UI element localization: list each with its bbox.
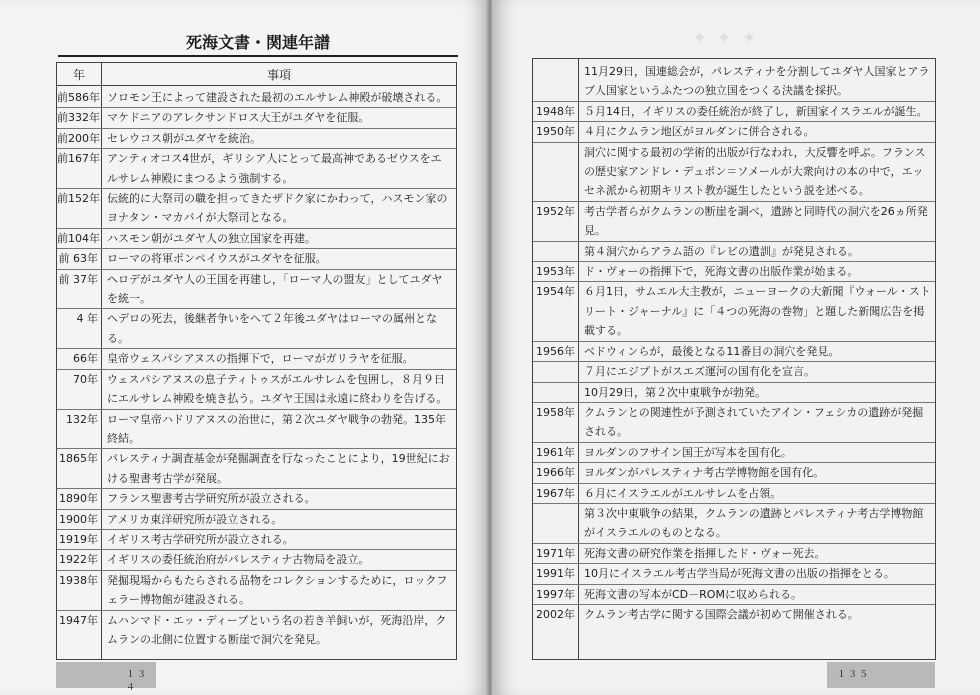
event-cell: ５月14日，イギリスの委任統治が終了し，新国家イスラエルが誕生。 (584, 104, 928, 118)
year-cell: 70年 (73, 372, 98, 386)
year-cell: 前104年 (57, 231, 100, 245)
table-row (57, 249, 456, 269)
header-year: 年 (72, 68, 85, 82)
year-cell: 前167年 (57, 152, 100, 166)
event-cell: ソロモン王によって建設された最初のエルサレム神殿が破壊される。 (107, 91, 448, 104)
event-cell: 11月29日，国連総会が，パレスティナを分割してユダヤ人国家とアラブ人国家というふたつの独立国をつくる決議を採択。 (584, 65, 930, 98)
chronology-table-left (56, 62, 457, 660)
table-row (57, 129, 456, 149)
table-row (533, 443, 935, 463)
event-cell: ヨルダンのフサイン国王が写本を国有化。 (584, 445, 792, 459)
table-row (533, 585, 935, 605)
year-cell: 1900年 (59, 512, 98, 526)
year-cell: 1956年 (536, 344, 575, 358)
year-cell: 1947年 (59, 613, 98, 627)
year-cell: 1865年 (59, 452, 98, 466)
year-cell: 前332年 (57, 111, 100, 125)
table-row (533, 143, 935, 202)
event-cell: イギリス考古学研究所が設立される。 (107, 532, 294, 546)
table-row (533, 605, 935, 624)
year-cell: 前 63年 (58, 252, 98, 266)
event-cell: ６月1日，サムエル大主教が，ニューヨークの大新聞『ウォール・ストリート・ジャーナル』に「４つの死海の巻物」と題した新聞広告を掲載する。 (584, 285, 931, 338)
year-cell: 1958年 (536, 405, 575, 419)
page-footer-bar (56, 662, 156, 693)
year-cell: 132年 (66, 412, 98, 426)
table-row (533, 504, 935, 544)
table-row (57, 108, 456, 128)
year-cell (533, 242, 578, 261)
table-row (533, 463, 935, 483)
table-row (57, 88, 456, 108)
year-cell: 1922年 (59, 553, 98, 567)
table-row (57, 449, 456, 489)
year-cell: 1997年 (536, 587, 575, 601)
event-cell: ローマの将軍ポンペイウスがユダヤを征服。 (107, 252, 327, 266)
event-cell: フランス聖書考古学研究所が設立される。 (107, 492, 316, 506)
table-row (533, 122, 935, 142)
event-cell: ヘロデがユダヤ人の王国を再建し，「ローマ人の盟友」としてユダヤを統一。 (107, 272, 443, 306)
event-cell: ７月にエジプトがスエズ運河の国有化を宣言。 (584, 365, 815, 379)
year-cell (533, 62, 578, 101)
table-row (57, 189, 456, 229)
event-cell: 皇帝ウェスパシアヌスの指揮下で，ローマがガリラヤを征服。 (107, 352, 414, 366)
event-cell: 死海文書の研究作業を指揮したド・ヴォー死去。 (584, 546, 826, 560)
event-cell: ４月にクムラン地区がヨルダンに併合される。 (584, 125, 815, 139)
left-page (0, 0, 488, 695)
event-cell: ウェスパシアヌスの息子ティトゥスがエルサレムを包囲し，８月９日にエルサレム神殿を焼き払う。ユダヤ王国は永遠に終わりを告げる。 (107, 372, 448, 406)
year-cell (533, 143, 578, 201)
event-cell: アンティオコス4世が，ギリシア人にとって最高神であるゼウスをエルサレム神殿にまつるよう強制する。 (107, 152, 442, 185)
table-row (533, 484, 935, 504)
table-row (533, 62, 935, 102)
page-number-left: １３４ (126, 670, 149, 693)
event-cell: 伝統的に大祭司の職を担ってきたザドク家にかわって，ハスモン家のヨナタン・マカバイが大祭司となる。 (107, 192, 448, 225)
table-row (533, 564, 935, 584)
year-cell (533, 383, 578, 402)
table-row (57, 571, 456, 611)
table-row (57, 309, 456, 349)
event-cell: クムラン考古学に関する国際会議が初めて開催される。 (584, 607, 859, 621)
table-row (533, 102, 935, 122)
year-cell: 1991年 (536, 567, 575, 581)
event-cell: セレウコス朝がユダヤを統治。 (107, 131, 261, 145)
year-cell: 前586年 (57, 91, 100, 104)
table-header (57, 63, 456, 86)
year-cell: 1971年 (536, 546, 575, 560)
event-cell: ヨルダンがパレスティナ考古学博物館を国有化。 (584, 466, 825, 480)
event-cell: 10月29日，第２次中東戦争が勃発。 (584, 385, 766, 399)
event-cell: マケドニアのアレクサンドロス大王がユダヤを征服。 (107, 111, 370, 125)
table-row (533, 544, 935, 564)
table-row (57, 349, 456, 369)
year-cell: 1890年 (59, 492, 98, 506)
table-row (57, 530, 456, 550)
event-cell: ベドウィンらが，最後となる11番目の洞穴を発見。 (584, 344, 840, 358)
year-cell: 1966年 (536, 466, 575, 480)
table-row (57, 149, 456, 189)
event-cell: ハスモン朝がユダヤ人の独立国家を再建。 (107, 231, 316, 245)
table-row (533, 403, 935, 443)
right-page (492, 0, 980, 695)
event-cell: ローマ皇帝ハドリアヌスの治世に，第２次ユダヤ戦争の勃発。135年終結。 (107, 412, 447, 445)
event-cell: アメリカ東洋研究所が設立される。 (107, 512, 283, 526)
event-cell: ムハンマド・エッ・ディーブという名の若き羊飼いが，死海沿岸，クムランの北側に位置する断崖で洞穴を発見。 (107, 613, 447, 646)
chronology-table-right (532, 58, 936, 660)
year-cell: 66年 (73, 352, 98, 366)
year-cell: 1952年 (536, 204, 575, 218)
year-cell: 1938年 (59, 573, 98, 587)
year-cell: 1967年 (536, 486, 575, 500)
year-cell: 1961年 (536, 445, 575, 459)
page-title: 死海文書・関連年譜 (185, 33, 330, 52)
table-row (533, 242, 935, 262)
table-row (57, 410, 456, 450)
table-row (533, 383, 935, 403)
table-body-right (533, 62, 935, 624)
table-row (57, 510, 456, 530)
year-cell: 前152年 (57, 192, 100, 206)
event-cell: 第４洞穴からアラム語の『レビの遺訓』が発見される。 (584, 244, 859, 258)
year-cell: 1954年 (536, 285, 575, 299)
table-body-left (57, 88, 456, 649)
event-cell: 発掘現場からもたらされる品物をコレクションするために，ロックフェラー博物館が建設される。 (107, 573, 448, 607)
event-cell: ド・ヴォーの指揮下で，死海文書の出版作業が始まる。 (584, 265, 859, 279)
table-row (57, 370, 456, 410)
event-cell: 第３次中東戦争の結果，クムランの遺跡とパレスティナ考古学博物館がイスラエルのものとなる。 (584, 506, 924, 540)
title-rule (58, 55, 458, 57)
event-cell: ６月にイスラエルがエルサレムを占領。 (584, 486, 782, 500)
table-row (57, 550, 456, 570)
year-cell: 前 37年 (58, 272, 98, 286)
event-cell: 死海文書の写本がCD－ROMに収められる。 (584, 587, 802, 601)
table-row (57, 229, 456, 249)
table-row (533, 362, 935, 382)
year-cell: 4 年 (76, 312, 98, 326)
year-cell: 前200年 (57, 131, 100, 145)
event-cell: 洞穴に関する最初の学術的出版が行なわれ，大反響を呼ぶ。フランスの歴史家アンドレ・デュポン＝ソメールが大衆向けの本の中で，エッセネ派から初期キリスト教が誕生したという説を述べる。 (584, 145, 926, 198)
event-cell: 考古学者らがクムランの断崖を調べ，遺跡と同時代の洞穴を26ヵ所発見。 (584, 204, 928, 238)
table-row (57, 611, 456, 650)
year-cell: 1950年 (536, 125, 575, 139)
year-cell: 1948年 (536, 104, 575, 118)
year-cell (533, 504, 578, 543)
table-row (533, 262, 935, 282)
table-row (533, 282, 935, 341)
header-item: 事項 (266, 68, 291, 82)
event-cell: パレスティナ調査基金が発掘調査を行なったことにより，19世紀における聖書考古学が発展。 (107, 452, 450, 485)
show-through-text: ✦ ✦ ✦ (692, 28, 759, 49)
event-cell: ヘデロの死去，後継者争いをへて２年後ユダヤはローマの属州となる。 (107, 312, 437, 345)
event-cell: 10月にイスラエル考古学当局が死海文書の出版の指揮をとる。 (584, 567, 895, 581)
year-cell: 2002年 (536, 607, 575, 621)
year-cell (533, 362, 578, 381)
year-cell: 1919年 (59, 532, 98, 546)
event-cell: クムランとの関連性が予測されていたアイン・フェシカの遺跡が発掘される。 (584, 405, 924, 439)
page-footer-bar (827, 662, 935, 688)
table-row (533, 342, 935, 362)
event-cell: イギリスの委任統治府がパレスティナ古物局を設立。 (107, 553, 370, 567)
table-row (57, 270, 456, 310)
table-row (533, 202, 935, 242)
page-number-right: １３５ (837, 670, 871, 680)
table-row (57, 489, 456, 509)
year-cell: 1953年 (536, 265, 575, 279)
